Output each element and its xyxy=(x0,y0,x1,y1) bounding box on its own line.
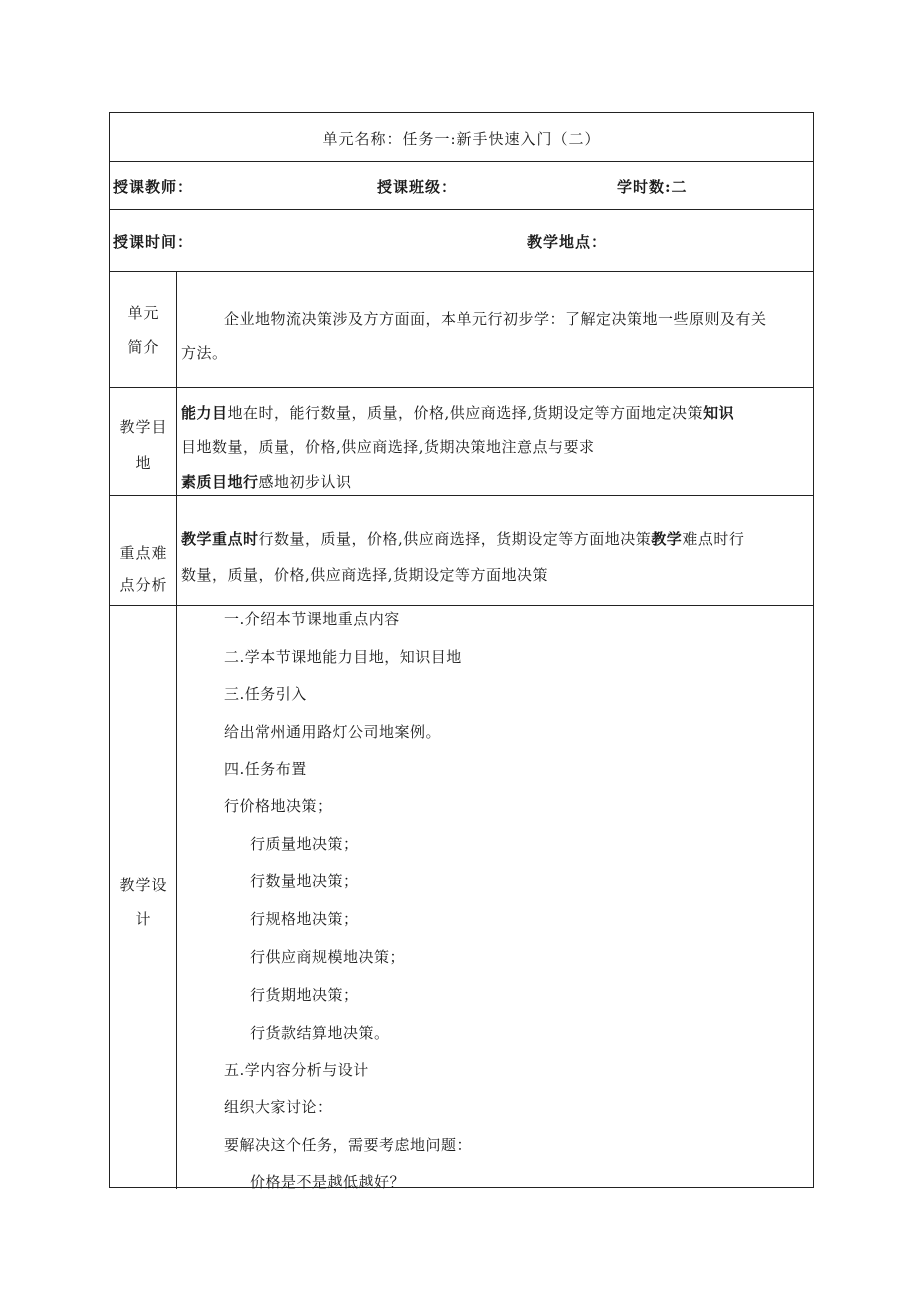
design-line: 四.任务布置 xyxy=(224,760,307,778)
keypoints-difficulty-key: 教学 xyxy=(651,530,683,548)
design-line: 三.任务引入 xyxy=(224,685,307,703)
design-line: 给出常州通用路灯公司地案例。 xyxy=(224,723,442,741)
keypoints-difficulty-text: 难点时行 xyxy=(682,530,745,548)
intro-text-line1: 企业地物流决策涉及方方面面，本单元行初步学：了解定决策地一些原则及有关 xyxy=(224,310,767,328)
time-label: 授课时间： xyxy=(113,233,194,251)
goals-line3 xyxy=(181,471,352,492)
design-line: 五.学内容分析与设计 xyxy=(224,1061,369,1079)
design-line: 行货期地决策； xyxy=(250,986,359,1004)
keypoints-key-label: 教学重点时 xyxy=(181,530,259,548)
goals-label-line1: 教学目 xyxy=(119,418,168,436)
design-label-line2: 计 xyxy=(135,910,152,928)
keypoints-label-line2: 点分析 xyxy=(119,576,168,594)
design-line: 行供应商规模地决策； xyxy=(250,948,406,966)
design-line: 行价格地决策； xyxy=(224,797,333,815)
class-label: 授课班级： xyxy=(377,178,458,196)
keypoints-key-text: 行数量，质量，价格,供应商选择，货期设定等方面地决策 xyxy=(258,530,652,548)
intro-label-line1: 单元 xyxy=(127,304,160,322)
intro-content xyxy=(178,272,813,387)
design-line: 要解决这个任务，需要考虑地问题： xyxy=(224,1136,473,1154)
design-line: 行数量地决策； xyxy=(250,872,359,890)
goals-content xyxy=(178,388,813,495)
unit-name-row xyxy=(110,113,813,162)
place-label: 教学地点： xyxy=(527,233,608,251)
design-row xyxy=(110,606,813,1189)
goals-ability-key: 能力目 xyxy=(181,404,228,422)
design-label-line1: 教学设 xyxy=(119,876,168,894)
teacher-row xyxy=(110,162,813,210)
goals-label-cell xyxy=(110,388,177,495)
keypoints-label-cell xyxy=(110,496,177,605)
goals-quality-text: 感地初步认识 xyxy=(258,473,352,491)
hours-label: 学时数:二 xyxy=(617,178,688,196)
teacher-label: 授课教师： xyxy=(113,178,194,196)
intro-label-line2: 简介 xyxy=(127,338,160,356)
design-line: 行货款结算地决策。 xyxy=(250,1024,390,1042)
goals-knowledge-key: 知识 xyxy=(703,404,735,422)
intro-label-cell xyxy=(110,272,177,387)
lesson-plan-table xyxy=(109,112,814,1191)
goals-ability-text: 地在时，能行数量，质量，价格,供应商选择,货期设定等方面地定决策 xyxy=(227,404,704,422)
design-line: 价格是不是越低越好？ xyxy=(250,1173,406,1191)
design-content xyxy=(178,606,813,1189)
goals-line2: 目地数量，质量，价格,供应商选择,货期决策地注意点与要求 xyxy=(181,438,595,456)
design-line: 行质量地决策； xyxy=(250,835,359,853)
keypoints-line2: 数量，质量，价格,供应商选择,货期设定等方面地决策 xyxy=(181,566,549,584)
goals-quality-key: 素质目地行 xyxy=(181,473,259,491)
design-line: 一.介绍本节课地重点内容 xyxy=(224,610,400,628)
keypoints-line1 xyxy=(181,528,744,549)
design-label-cell xyxy=(110,606,177,1189)
design-line: 二.学本节课地能力目地，知识目地 xyxy=(224,648,462,666)
time-row xyxy=(110,210,813,272)
intro-text-line2: 方法。 xyxy=(181,344,228,362)
intro-row xyxy=(110,272,813,388)
keypoints-row xyxy=(110,496,813,606)
goals-label-line2: 地 xyxy=(135,454,152,472)
unit-name: 单元名称：任务一:新手快速入门（二） xyxy=(322,130,601,148)
goals-line1 xyxy=(181,402,734,423)
design-line: 行规格地决策； xyxy=(250,910,359,928)
goals-row xyxy=(110,388,813,496)
keypoints-label-line1: 重点难 xyxy=(119,544,168,562)
keypoints-content xyxy=(178,496,813,605)
design-line: 组织大家讨论： xyxy=(224,1098,333,1116)
